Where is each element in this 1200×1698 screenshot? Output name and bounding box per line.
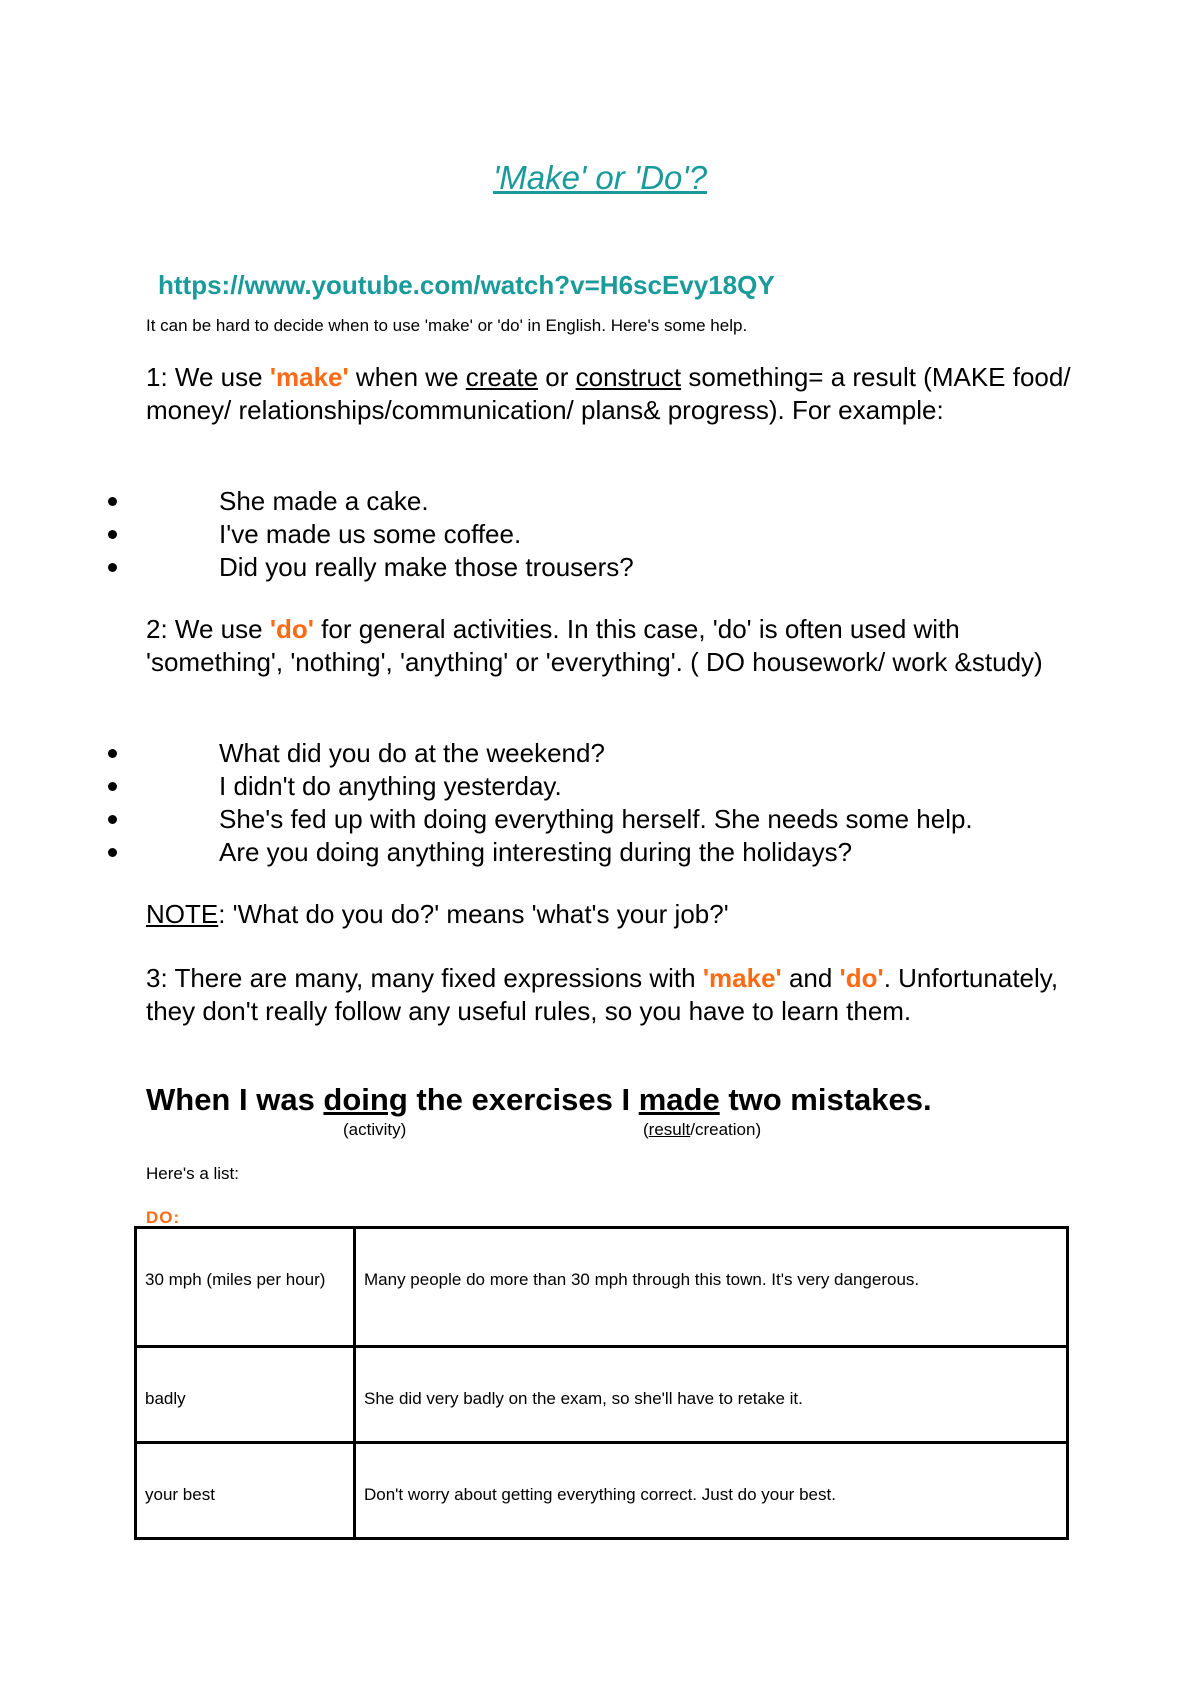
result-label (643, 1120, 761, 1140)
list-item (0, 836, 1200, 869)
example-cell: Many people do more than 30 mph through this town. It's very dangerous. (355, 1228, 1068, 1347)
section-1-text: when we (348, 362, 466, 392)
example-sentence (146, 1082, 932, 1118)
do-examples-list (0, 737, 1200, 869)
bullet-icon (108, 497, 117, 506)
page-title: 'Make' or 'Do'? (492, 159, 708, 196)
note-text: : 'What do you do?' means 'what's your job?' (218, 899, 729, 929)
section-2-text: for general activities. In this case, 'do' is often used with 'something', 'nothing', 'anything' or 'everything'. ( DO housework/ work &study) (146, 614, 1043, 677)
keyword-make: 'make' (702, 963, 782, 993)
do-expressions-table (134, 1226, 1069, 1540)
list-item (0, 551, 1200, 584)
example-text: I've made us some coffee. (219, 519, 522, 549)
keyword-do: 'do' (839, 963, 884, 993)
keyword-make: 'make' (269, 362, 349, 392)
section-1-paragraph (146, 361, 1076, 427)
bullet-icon (108, 782, 117, 791)
result-word: result (648, 1120, 691, 1139)
section-2-prefix: 2: We use (146, 614, 270, 644)
section-3-paragraph (146, 962, 1076, 1028)
word-made: made (638, 1082, 720, 1117)
bullet-icon (108, 848, 117, 857)
word-doing: doing (323, 1082, 408, 1117)
expression-cell: 30 mph (miles per hour) (136, 1228, 355, 1347)
bullet-icon (108, 563, 117, 572)
bullet-icon (108, 530, 117, 539)
table-row (136, 1347, 1068, 1443)
youtube-link[interactable]: https://www.youtube.com/watch?v=H6scEvy18QY (158, 270, 775, 300)
expression-cell: badly (136, 1347, 355, 1443)
section-3-prefix: 3: There are many, many fixed expressions with (146, 963, 703, 993)
keyword-do: 'do' (269, 614, 314, 644)
result-open: ( (643, 1120, 649, 1139)
do-heading: DO: (146, 1208, 181, 1227)
word-construct: construct (575, 362, 682, 392)
section-1-text: or (538, 362, 576, 392)
bullet-icon (108, 815, 117, 824)
section-1-text: something= a result (MAKE food/ money/ relationships/communication/ plans& progress). For example: (146, 362, 1071, 425)
note-label: NOTE (146, 899, 219, 929)
result-rest: /creation) (690, 1120, 762, 1139)
section-2-paragraph (146, 613, 1076, 679)
list-item (0, 770, 1200, 803)
table-row (136, 1443, 1068, 1539)
list-label: Here's a list: (146, 1164, 239, 1183)
example-text: She made a cake. (219, 486, 429, 516)
word-create: create (465, 362, 539, 392)
list-item (0, 485, 1200, 518)
table-row (136, 1228, 1068, 1347)
make-examples-list (0, 485, 1200, 584)
intro-text: It can be hard to decide when to use 'make' or 'do' in English. Here's some help. (146, 316, 748, 335)
example-text: What did you do at the weekend? (219, 738, 605, 768)
note-line (146, 899, 729, 930)
example-text: I didn't do anything yesterday. (219, 771, 562, 801)
activity-label: (activity) (343, 1120, 407, 1139)
example-part: When I was (146, 1082, 324, 1117)
list-item (0, 518, 1200, 551)
section-3-text: and (781, 963, 840, 993)
bullet-icon (108, 749, 117, 758)
example-cell: She did very badly on the exam, so she'll have to retake it. (355, 1347, 1068, 1443)
example-text: Did you really make those trousers? (219, 552, 634, 582)
example-text: She's fed up with doing everything herself. She needs some help. (219, 804, 973, 834)
section-3-text: . Unfortunately, they don't really follow any useful rules, so you have to learn them. (146, 963, 1059, 1026)
section-1-prefix: 1: We use (146, 362, 270, 392)
example-part: two mistakes. (719, 1082, 932, 1117)
list-item (0, 737, 1200, 770)
list-item (0, 803, 1200, 836)
example-text: Are you doing anything interesting during the holidays? (219, 837, 853, 867)
expression-cell: your best (136, 1443, 355, 1539)
example-cell: Don't worry about getting everything correct. Just do your best. (355, 1443, 1068, 1539)
example-part: the exercises I (407, 1082, 639, 1117)
